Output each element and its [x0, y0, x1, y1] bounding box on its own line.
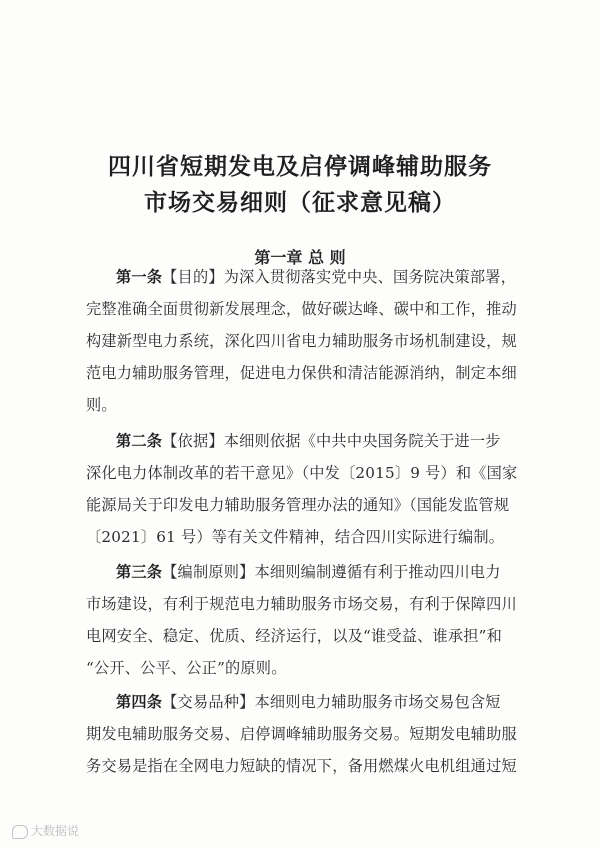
- document-title-line-2: 市场交易细则（征求意见稿）: [144, 189, 456, 216]
- article-4-line: 期发电辅助服务交易、启停调峰辅助服务交易。短期发电辅助服: [86, 725, 517, 743]
- article-3-text: 【编制原则】本细则编制遵循有利于推动四川电力: [162, 563, 501, 581]
- watermark: [12, 822, 79, 839]
- article-1-line: 范电力辅助服务管理，促进电力保供和清洁能源消纳，制定本细: [86, 364, 517, 382]
- chat-bubble-icon: [12, 825, 28, 839]
- article-2-line: 〔2021〕61 号）等有关文件精神，结合四川实际进行编制。: [86, 528, 505, 546]
- article-1-line: 构建新型电力系统，深化四川省电力辅助服务市场机制建设，规: [86, 332, 517, 350]
- article-2-first-line: [116, 430, 526, 451]
- article-2-text: 【依据】本细则依据《中共中央国务院关于进一步: [162, 432, 501, 450]
- watermark-text: 大数据说: [31, 824, 80, 838]
- article-1-label: 第一条: [116, 268, 163, 286]
- article-1-first-line: [116, 266, 526, 287]
- chapter-heading: 第一章 总 则: [254, 248, 346, 267]
- article-3-label: 第三条: [116, 563, 163, 581]
- article-4-label: 第四条: [116, 693, 163, 711]
- article-2-label: 第二条: [116, 432, 163, 450]
- article-1-text: 【目的】为深入贯彻落实党中央、国务院决策部署，: [162, 268, 517, 286]
- article-3-first-line: [116, 561, 526, 582]
- article-3-line: 电网安全、稳定、优质、经济运行，以及“谁受益、谁承担”和: [86, 627, 503, 645]
- article-3-line: 市场建设，有利于规范电力辅助服务市场交易，有利于保障四川: [86, 595, 517, 613]
- article-4-first-line: [116, 691, 526, 712]
- article-2-line: 深化电力体制改革的若干意见》（中发〔2015〕9 号）和《国家: [86, 464, 518, 482]
- article-3-line: “公开、公平、公正”的原则。: [86, 659, 287, 677]
- article-1-line: 则。: [86, 396, 117, 414]
- document-title-line-1: 四川省短期发电及启停调峰辅助服务: [108, 153, 492, 180]
- article-4-text: 【交易品种】本细则电力辅助服务市场交易包含短: [162, 693, 501, 711]
- article-1-line: 完整准确全面贯彻新发展理念，做好碳达峰、碳中和工作，推动: [86, 300, 517, 318]
- article-4-line: 务交易是指在全网电力短缺的情况下，备用燃煤火电机组通过短: [86, 757, 517, 775]
- article-2-line: 能源局关于印发电力辅助服务管理办法的通知》（国能发监管规: [86, 496, 510, 514]
